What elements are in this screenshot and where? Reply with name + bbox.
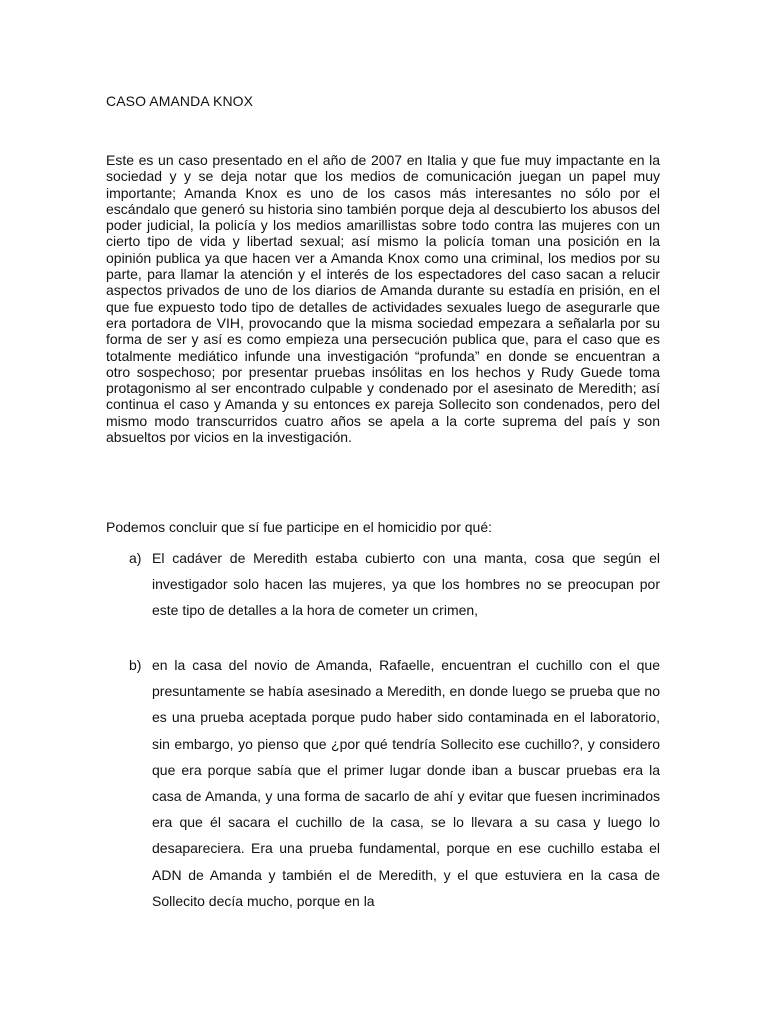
intro-paragraph: Este es un caso presentado en el año de 2007 en Italia y que fue muy impactante en la sociedad y y se deja notar que los medios de comunicación juegan un papel muy importante; Amanda Knox es uno de los casos más interesantes no sólo por el escándalo que generó su historia sino también porque deja al descubierto los abusos del poder judicial, la policía y los medios amarillistas sobre todo contra las mujeres con un cierto tipo de vida y libertad sexual; así mismo la policía toman una posición en la opinión publica ya que hacen ver a Amanda Knox como una criminal, los medios por su parte, para llamar la atención y el interés de los espectadores del caso sacan a relucir aspectos privados de uno de los diarios de Amanda durante su estadía en prisión, en el que fue expuesto todo tipo de detalles de actividades sexuales luego de asegurarle que era portadora de VIH, provocando que la misma sociedad empezara a señalarla por su forma de ser y así es como empieza una persecución publica que, para el caso que es totalmente mediático infunde una investigación “profunda” en donde se encuentran a otro sospechoso; por presentar pruebas insólitas en los hechos y Rudy Guede toma protagonismo al ser encontrado culpable y condenado por el asesinato de Meredith; así continua el caso y Amanda y su entonces ex pareja Sollecito son condenados, pero del mismo modo transcurridos cuatro años se apela a la corte suprema del país y son absueltos por vicios en la investigación. xyxy=(106,152,660,446)
list-item-text: El cadáver de Meredith estaba cubierto con una manta, cosa que según el investigador solo hacen las mujeres, ya que los hombres no se preocupan por este tipo de detalles a la hora de cometer un crimen, xyxy=(152,550,660,619)
document-title: CASO AMANDA KNOX xyxy=(106,93,254,109)
list-item-text: en la casa del novio de Amanda, Rafaelle, encuentran el cuchillo con el que presuntamente se había asesinado a Meredith, en donde luego se prueba que no es una prueba aceptada porque pudo haber sido contaminada en el laboratorio, sin embargo, yo pienso que ¿por qué tendría Sollecito ese cuchillo?, y considero que era porque sabía que el primer lugar donde iban a buscar pruebas era la casa de Amanda, y una forma de sacarlo de ahí y evitar que fuesen incriminados era que él sacara el cuchillo de la casa, se lo llevara a su casa y luego lo desapareciera. Era una prueba fundamental, porque en ese cuchillo estaba el ADN de Amanda y también el de Meredith, y el que estuviera en la casa de Sollecito decía mucho, porque en la xyxy=(152,657,660,909)
list-item xyxy=(106,652,660,914)
list-item xyxy=(106,545,660,624)
list-marker: b) xyxy=(129,657,142,673)
list-marker: a) xyxy=(129,550,142,566)
conclusion-intro: Podemos concluir que sí fue participe en el homicidio por qué: xyxy=(106,519,492,535)
